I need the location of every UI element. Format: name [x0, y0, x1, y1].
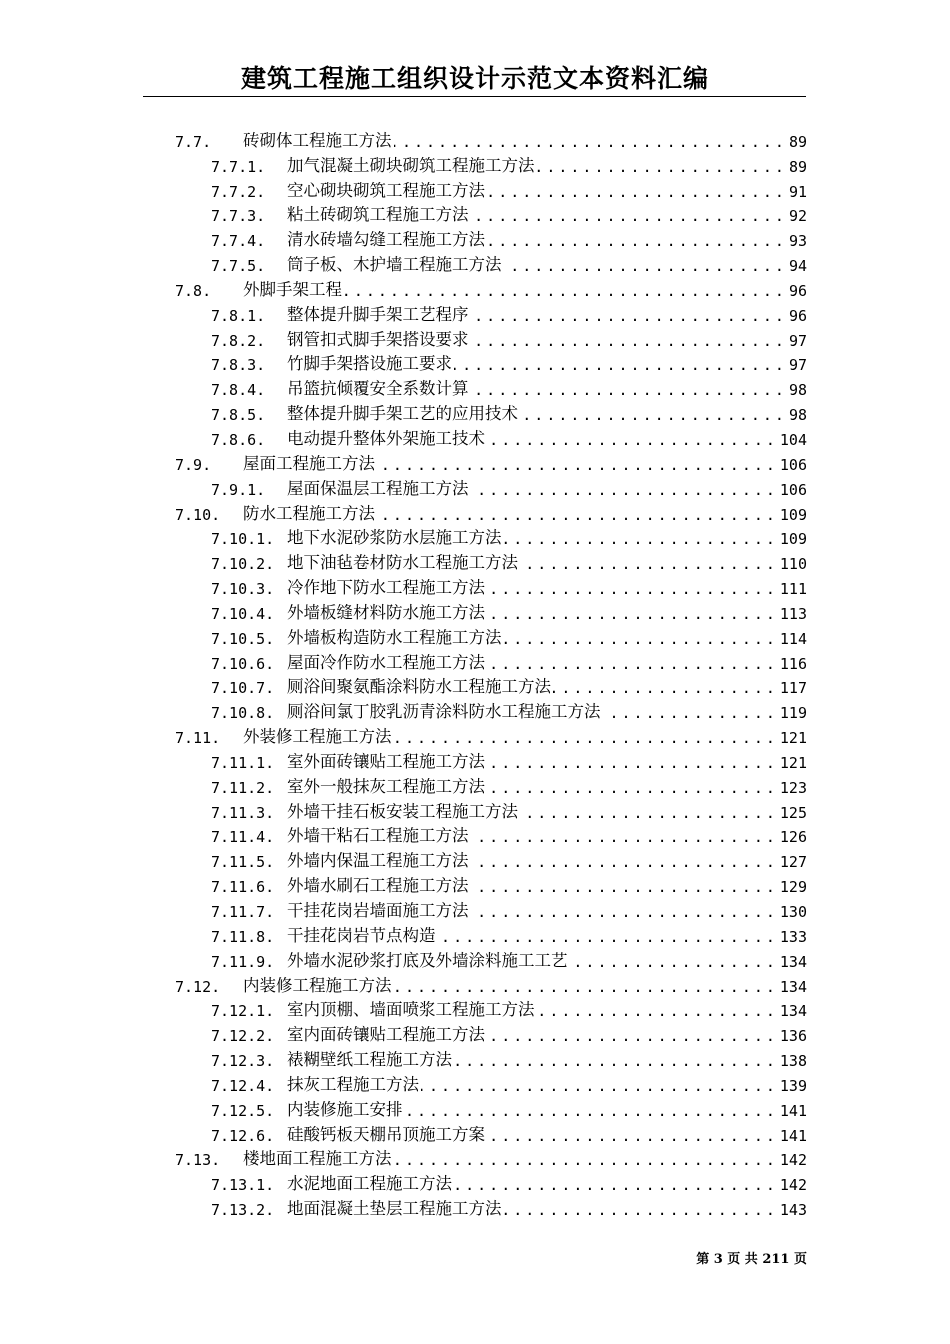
- dot-leader: [487, 754, 778, 772]
- toc-entry-title: 屋面保温层工程施工方法: [287, 478, 469, 498]
- toc-subsection-entry[interactable]: [175, 747, 807, 772]
- toc-section-entry[interactable]: [175, 1145, 807, 1170]
- toc-entry-title: 厕浴间氯丁胶乳沥青涂料防水工程施工方法: [287, 702, 601, 722]
- dot-leader: [471, 307, 787, 325]
- toc-subsection-entry[interactable]: [175, 846, 807, 871]
- toc-subsection-entry[interactable]: [175, 548, 807, 573]
- toc-subsection-entry[interactable]: [175, 225, 807, 250]
- toc-section-entry[interactable]: [175, 126, 807, 151]
- document-title: 建筑工程施工组织设计示范文本资料汇编: [240, 64, 709, 93]
- toc-entry-title: 外墙水泥砂浆打底及外墙涂料施工工艺: [287, 950, 568, 970]
- toc-entry-title: 室内面砖镶贴工程施工方法: [287, 1025, 485, 1045]
- toc-entry-number: 7.12.1.: [211, 1002, 275, 1021]
- toc-subsection-entry[interactable]: [175, 921, 807, 946]
- toc-entry-page: 139: [779, 1076, 807, 1095]
- toc-entry-title: 吊篮抗倾覆安全系数计算: [287, 379, 469, 399]
- toc-entry-title: 地面混凝土垫层工程施工方法: [287, 1199, 502, 1219]
- dot-leader: [394, 1151, 778, 1169]
- toc-subsection-entry[interactable]: [175, 598, 807, 623]
- toc-subsection-entry[interactable]: [175, 325, 807, 350]
- dot-leader: [487, 580, 778, 598]
- toc-subsection-entry[interactable]: [175, 697, 807, 722]
- toc-entry-page: 92: [788, 207, 807, 226]
- toc-entry-page: 127: [779, 853, 807, 872]
- toc-section-entry[interactable]: [175, 722, 807, 747]
- dot-leader: [504, 257, 787, 275]
- toc-subsection-entry[interactable]: [175, 1169, 807, 1194]
- toc-entry-title: 地下油毡卷材防水工程施工方法: [287, 553, 518, 573]
- table-of-contents: [175, 126, 807, 1219]
- dot-leader: [421, 1077, 778, 1095]
- toc-entry-title: 外墙干挂石板安装工程施工方法: [287, 801, 518, 821]
- toc-entry-title: 外墙板缝材料防水施工方法: [287, 602, 485, 622]
- dot-leader: [520, 804, 778, 822]
- dot-leader: [537, 1002, 778, 1020]
- dot-leader: [394, 729, 778, 747]
- toc-entry-title: 屋面工程施工方法: [243, 453, 375, 473]
- toc-entry-title: 电动提升整体外架施工技术: [287, 428, 485, 448]
- toc-entry-title: 砖砌体工程施工方法: [243, 130, 392, 150]
- toc-entry-title: 室内顶棚、墙面喷浆工程施工方法: [287, 1000, 535, 1020]
- toc-entry-page: 142: [779, 1151, 807, 1170]
- toc-section-entry[interactable]: [175, 499, 807, 524]
- toc-entry-page: 106: [779, 455, 807, 474]
- toc-entry-page: 93: [788, 232, 807, 251]
- toc-subsection-entry[interactable]: [175, 648, 807, 673]
- toc-entry-number: 7.13.2.: [211, 1201, 275, 1220]
- toc-subsection-entry[interactable]: [175, 871, 807, 896]
- toc-entry-number: 7.12.6.: [211, 1126, 275, 1145]
- dot-leader: [504, 630, 778, 648]
- dot-leader: [471, 878, 778, 896]
- toc-entry-page: 136: [779, 1027, 807, 1046]
- toc-entry-title: 室外面砖镶贴工程施工方法: [287, 751, 485, 771]
- toc-entry-page: 110: [779, 555, 807, 574]
- toc-subsection-entry[interactable]: [175, 524, 807, 549]
- toc-entry-title: 空心砌块砌筑工程施工方法: [287, 180, 485, 200]
- toc-entry-page: 121: [779, 729, 807, 748]
- header-divider: [143, 96, 806, 97]
- toc-subsection-entry[interactable]: [175, 399, 807, 424]
- toc-entry-title: 外墙水刷石工程施工方法: [287, 876, 469, 896]
- toc-entry-title: 外装修工程施工方法: [243, 727, 392, 747]
- dot-leader: [487, 655, 778, 673]
- dot-leader: [487, 232, 787, 250]
- toc-entry-title: 室外一般抹灰工程施工方法: [287, 776, 485, 796]
- toc-entry-number: 7.10.: [175, 505, 221, 524]
- toc-subsection-entry[interactable]: [175, 996, 807, 1021]
- toc-subsection-entry[interactable]: [175, 176, 807, 201]
- toc-entry-title: 外墙干粘石工程施工方法: [287, 826, 469, 846]
- toc-entry-title: 整体提升脚手架工艺程序: [287, 304, 469, 324]
- toc-entry-number: 7.8.5.: [211, 406, 266, 425]
- toc-section-entry[interactable]: [175, 449, 807, 474]
- toc-entry-page: 97: [788, 356, 807, 375]
- toc-entry-number: 7.8.3.: [211, 356, 266, 375]
- toc-subsection-entry[interactable]: [175, 946, 807, 971]
- toc-entry-number: 7.12.3.: [211, 1052, 275, 1071]
- toc-entry-page: 138: [779, 1052, 807, 1071]
- toc-entry-number: 7.9.: [175, 455, 212, 474]
- toc-entry-title: 外脚手架工程: [243, 279, 342, 299]
- toc-entry-page: 141: [779, 1101, 807, 1120]
- toc-entry-page: 143: [779, 1201, 807, 1220]
- toc-entry-number: 7.7.3.: [211, 207, 266, 226]
- toc-subsection-entry[interactable]: [175, 822, 807, 847]
- toc-entry-number: 7.7.1.: [211, 157, 266, 176]
- toc-entry-title: 地下水泥砂浆防水层施工方法: [287, 528, 502, 548]
- toc-entry-page: 134: [779, 977, 807, 996]
- toc-entry-page: 96: [788, 306, 807, 325]
- toc-entry-page: 89: [788, 157, 807, 176]
- dot-leader: [377, 506, 778, 524]
- dot-leader: [570, 953, 778, 971]
- toc-subsection-entry[interactable]: [175, 1194, 807, 1219]
- dot-leader: [504, 1201, 778, 1219]
- toc-subsection-entry[interactable]: [175, 474, 807, 499]
- toc-entry-title: 筒子板、木护墙工程施工方法: [287, 255, 502, 275]
- toc-entry-page: 106: [779, 480, 807, 499]
- toc-entry-number: 7.11.: [175, 729, 221, 748]
- toc-entry-page: 109: [779, 505, 807, 524]
- toc-entry-title: 竹脚手架搭设施工要求: [287, 354, 452, 374]
- dot-leader: [603, 704, 778, 722]
- toc-entry-number: 7.7.2.: [211, 182, 266, 201]
- toc-entry-number: 7.7.: [175, 132, 212, 151]
- toc-entry-number: 7.11.4.: [211, 828, 275, 847]
- toc-subsection-entry[interactable]: [175, 1120, 807, 1145]
- dot-leader: [487, 431, 778, 449]
- toc-entry-title: 内装修工程施工方法: [243, 975, 392, 995]
- toc-entry-number: 7.7.5.: [211, 257, 266, 276]
- toc-entry-title: 厕浴间聚氨酯涂料防水工程施工方法: [287, 677, 551, 697]
- toc-entry-page: 133: [779, 927, 807, 946]
- toc-entry-number: 7.10.4.: [211, 604, 275, 623]
- toc-entry-page: 91: [788, 182, 807, 201]
- toc-entry-number: 7.7.4.: [211, 232, 266, 251]
- toc-entry-number: 7.8.: [175, 281, 212, 300]
- toc-entry-number: 7.10.1.: [211, 530, 275, 549]
- dot-leader: [520, 406, 787, 424]
- dot-leader: [487, 605, 778, 623]
- toc-section-entry[interactable]: [175, 971, 807, 996]
- toc-subsection-entry[interactable]: [175, 772, 807, 797]
- toc-entry-number: 7.11.3.: [211, 803, 275, 822]
- toc-entry-page: 104: [779, 430, 807, 449]
- dot-leader: [454, 356, 787, 374]
- toc-entry-title: 加气混凝土砌块砌筑工程施工方法: [287, 155, 535, 175]
- toc-entry-page: 98: [788, 406, 807, 425]
- toc-entry-page: 113: [779, 604, 807, 623]
- toc-entry-page: 97: [788, 331, 807, 350]
- toc-entry-number: 7.8.1.: [211, 306, 266, 325]
- toc-subsection-entry[interactable]: [175, 151, 807, 176]
- dot-leader: [520, 555, 778, 573]
- toc-entry-number: 7.9.1.: [211, 480, 266, 499]
- toc-entry-page: 111: [779, 580, 807, 599]
- dot-leader: [537, 158, 787, 176]
- toc-entry-title: 内装修施工安排: [287, 1099, 403, 1119]
- dot-leader: [438, 928, 778, 946]
- toc-entry-page: 126: [779, 828, 807, 847]
- toc-subsection-entry[interactable]: [175, 350, 807, 375]
- dot-leader: [471, 332, 787, 350]
- toc-entry-page: 141: [779, 1126, 807, 1145]
- toc-entry-number: 7.11.7.: [211, 903, 275, 921]
- toc-entry-page: 96: [788, 281, 807, 300]
- toc-entry-page: 109: [779, 530, 807, 549]
- toc-entry-title: 裱糊壁纸工程施工方法: [287, 1050, 452, 1070]
- toc-subsection-entry[interactable]: [175, 1070, 807, 1095]
- toc-entry-number: 7.12.: [175, 977, 221, 996]
- toc-entry-title: 粘土砖砌筑工程施工方法: [287, 205, 469, 225]
- toc-entry-page: 89: [788, 132, 807, 151]
- dot-leader: [471, 828, 778, 846]
- toc-entry-page: 129: [779, 878, 807, 897]
- toc-subsection-entry[interactable]: [175, 201, 807, 226]
- toc-entry-number: 7.8.6.: [211, 430, 266, 449]
- toc-entry-title: 钢管扣式脚手架搭设要求: [287, 329, 469, 349]
- toc-entry-number: 7.13.1.: [211, 1176, 275, 1195]
- toc-entry-title: 抹灰工程施工方法: [287, 1074, 419, 1094]
- dot-leader: [471, 481, 778, 499]
- dot-leader: [471, 903, 778, 921]
- toc-subsection-entry[interactable]: [175, 623, 807, 648]
- toc-entry-title: 清水砖墙勾缝工程施工方法: [287, 230, 485, 250]
- dot-leader: [394, 133, 787, 151]
- toc-subsection-entry[interactable]: [175, 896, 807, 921]
- dot-leader: [394, 978, 778, 996]
- toc-entry-title: 硅酸钙板天棚吊顶施工方案: [287, 1124, 485, 1144]
- toc-entry-title: 干挂花岗岩节点构造: [287, 925, 436, 945]
- toc-entry-page: 117: [779, 679, 807, 698]
- dot-leader: [504, 530, 778, 548]
- dot-leader: [487, 183, 787, 201]
- toc-entry-page: 123: [779, 778, 807, 797]
- toc-entry-page: 134: [779, 1002, 807, 1021]
- dot-leader: [471, 381, 787, 399]
- toc-entry-number: 7.12.5.: [211, 1101, 275, 1120]
- toc-subsection-entry[interactable]: [175, 573, 807, 598]
- toc-entry-number: 7.10.3.: [211, 580, 275, 599]
- toc-subsection-entry[interactable]: [175, 797, 807, 822]
- toc-entry-number: 7.11.6.: [211, 878, 275, 897]
- toc-entry-number: 7.12.2.: [211, 1027, 275, 1046]
- toc-entry-page: 142: [779, 1176, 807, 1195]
- toc-entry-title: 干挂花岗岩墙面施工方法: [287, 901, 469, 920]
- toc-entry-number: 7.11.2.: [211, 778, 275, 797]
- toc-entry-title: 楼地面工程施工方法: [243, 1149, 392, 1169]
- toc-entry-number: 7.10.6.: [211, 654, 275, 673]
- toc-subsection-entry[interactable]: [175, 250, 807, 275]
- toc-entry-title: 水泥地面工程施工方法: [287, 1174, 452, 1194]
- toc-entry-number: 7.8.2.: [211, 331, 266, 350]
- toc-subsection-entry[interactable]: [175, 1045, 807, 1070]
- toc-entry-number: 7.12.4.: [211, 1076, 275, 1095]
- page-number-footer: 第 3 页 共 211 页: [696, 1252, 807, 1267]
- toc-entry-number: 7.8.4.: [211, 381, 266, 400]
- toc-entry-page: 98: [788, 381, 807, 400]
- toc-entry-title: 外墙内保温工程施工方法: [287, 851, 469, 871]
- toc-entry-page: 125: [779, 803, 807, 822]
- toc-entry-title: 外墙板构造防水工程施工方法: [287, 627, 502, 647]
- dot-leader: [377, 456, 778, 474]
- toc-subsection-entry[interactable]: [175, 673, 807, 698]
- toc-entry-page: 119: [779, 704, 807, 723]
- toc-subsection-entry[interactable]: [175, 1095, 807, 1120]
- toc-entry-title: 屋面冷作防水工程施工方法: [287, 652, 485, 672]
- toc-subsection-entry[interactable]: [175, 424, 807, 449]
- dot-leader: [487, 779, 778, 797]
- toc-entry-number: 7.13.: [175, 1151, 221, 1170]
- toc-entry-page: 121: [779, 753, 807, 772]
- dot-leader: [487, 1127, 778, 1145]
- toc-entry-number: 7.10.5.: [211, 629, 275, 648]
- toc-section-entry[interactable]: [175, 275, 807, 300]
- dot-leader: [344, 282, 787, 300]
- toc-entry-page: 134: [779, 952, 807, 971]
- toc-entry-page: 130: [779, 903, 807, 921]
- dot-leader: [454, 1176, 778, 1194]
- toc-subsection-entry[interactable]: [175, 374, 807, 399]
- toc-entry-page: 114: [779, 629, 807, 648]
- toc-entry-number: 7.10.2.: [211, 555, 275, 574]
- toc-entry-title: 冷作地下防水工程施工方法: [287, 578, 485, 598]
- toc-entry-title: 防水工程施工方法: [243, 503, 375, 523]
- dot-leader: [471, 207, 787, 225]
- toc-entry-number: 7.11.9.: [211, 952, 275, 971]
- toc-subsection-entry[interactable]: [175, 1020, 807, 1045]
- toc-entry-number: 7.11.5.: [211, 853, 275, 872]
- toc-entry-number: 7.11.1.: [211, 753, 275, 772]
- dot-leader: [553, 679, 778, 697]
- dot-leader: [454, 1052, 778, 1070]
- toc-subsection-entry[interactable]: [175, 300, 807, 325]
- dot-leader: [487, 1027, 778, 1045]
- toc-entry-page: 116: [779, 654, 807, 673]
- toc-entry-number: 7.11.8.: [211, 927, 275, 946]
- toc-entry-title: 整体提升脚手架工艺的应用技术: [287, 404, 518, 424]
- dot-leader: [405, 1102, 778, 1120]
- toc-entry-page: 94: [788, 257, 807, 276]
- toc-entry-number: 7.10.7.: [211, 679, 275, 698]
- toc-entry-number: 7.10.8.: [211, 704, 275, 723]
- dot-leader: [471, 853, 778, 871]
